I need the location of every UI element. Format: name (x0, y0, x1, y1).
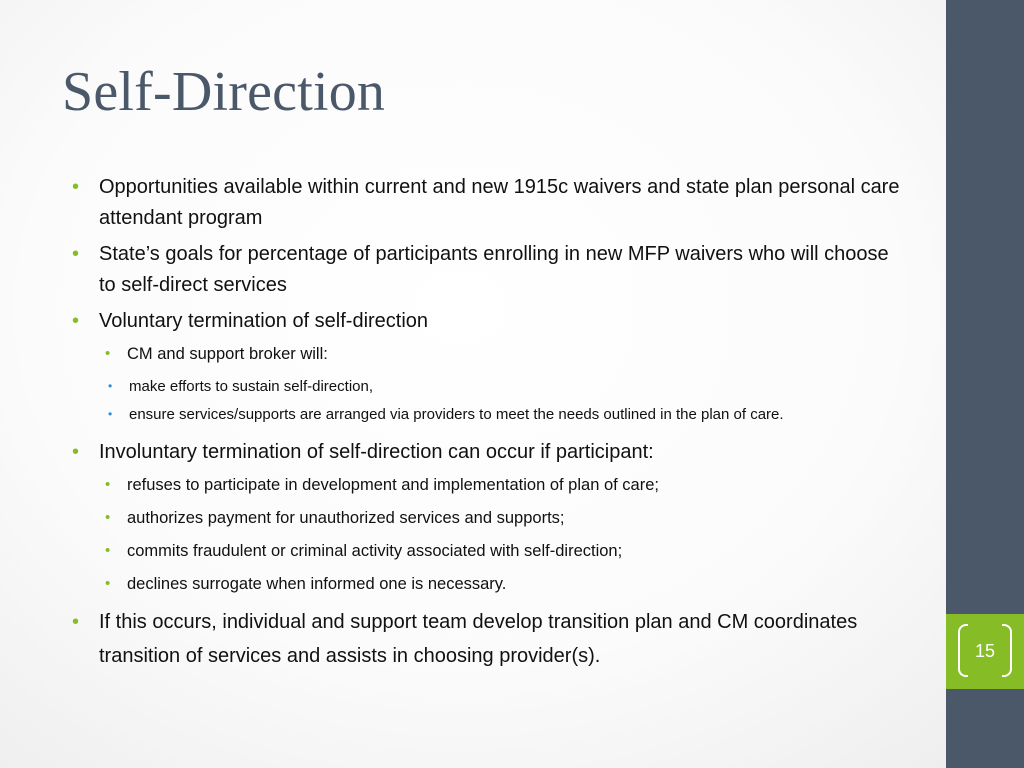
bullet-icon: • (105, 542, 111, 559)
bullet-icon: • (72, 310, 80, 332)
sub-bullet-item (105, 473, 902, 497)
bullet-icon: • (108, 379, 113, 393)
bullet-icon: • (105, 575, 111, 592)
sub-bullet-item (105, 506, 902, 530)
sub-sub-bullet-item (106, 403, 902, 427)
bullet-text: Voluntary termination of self-direction (99, 310, 429, 332)
bullet-list (72, 172, 902, 678)
sub-sub-bullet-text: ensure services/supports are arranged via providers to meet the needs outlined in the plan of care. (129, 406, 784, 423)
bullet-text: Opportunities available within current and new 1915c waivers and state plan personal care attendant program (99, 176, 900, 229)
sub-bullet-list (105, 473, 902, 596)
bullet-text: State’s goals for percentage of participants enrolling in new MFP waivers who will choose to self-direct services (99, 243, 889, 296)
page-number: 15 (974, 641, 996, 661)
bullet-item (72, 605, 902, 673)
sub-bullet-list (105, 342, 902, 366)
sub-sub-bullet-text: make efforts to sustain self-direction, (129, 378, 373, 395)
sub-bullet-text: declines surrogate when informed one is necessary. (127, 575, 507, 593)
bullet-icon: • (105, 345, 111, 362)
bullet-icon: • (72, 441, 80, 463)
page-number-box (946, 614, 1024, 689)
bullet-item (72, 172, 902, 234)
sub-bullet-text: commits fraudulent or criminal activity associated with self-direction; (127, 542, 623, 560)
bullet-item (72, 239, 902, 301)
sub-sub-bullet-item (106, 375, 902, 399)
bullet-item (72, 437, 902, 468)
bullet-text: If this occurs, individual and support team develop transition plan and CM coordinates transition of services and assists in choosing provider(s). (99, 611, 858, 667)
sub-bullet-item (105, 342, 902, 366)
sub-bullet-text: authorizes payment for unauthorized services and supports; (127, 509, 565, 527)
sub-bullet-text: refuses to participate in development and implementation of plan of care; (127, 476, 659, 494)
bullet-icon: • (105, 476, 111, 493)
bullet-item (72, 306, 902, 337)
sub-bullet-text: CM and support broker will: (127, 345, 328, 363)
sub-sub-bullet-list (106, 375, 902, 427)
sub-bullet-item (105, 572, 902, 596)
slide-title: Self-Direction (62, 61, 386, 123)
bullet-icon: • (72, 611, 80, 633)
bullet-icon: • (72, 243, 80, 265)
bullet-icon: • (108, 407, 113, 421)
bullet-icon: • (105, 509, 111, 526)
bullet-icon: • (72, 176, 80, 198)
sub-bullet-item (105, 539, 902, 563)
bullet-text: Involuntary termination of self-direction can occur if participant: (99, 441, 654, 463)
